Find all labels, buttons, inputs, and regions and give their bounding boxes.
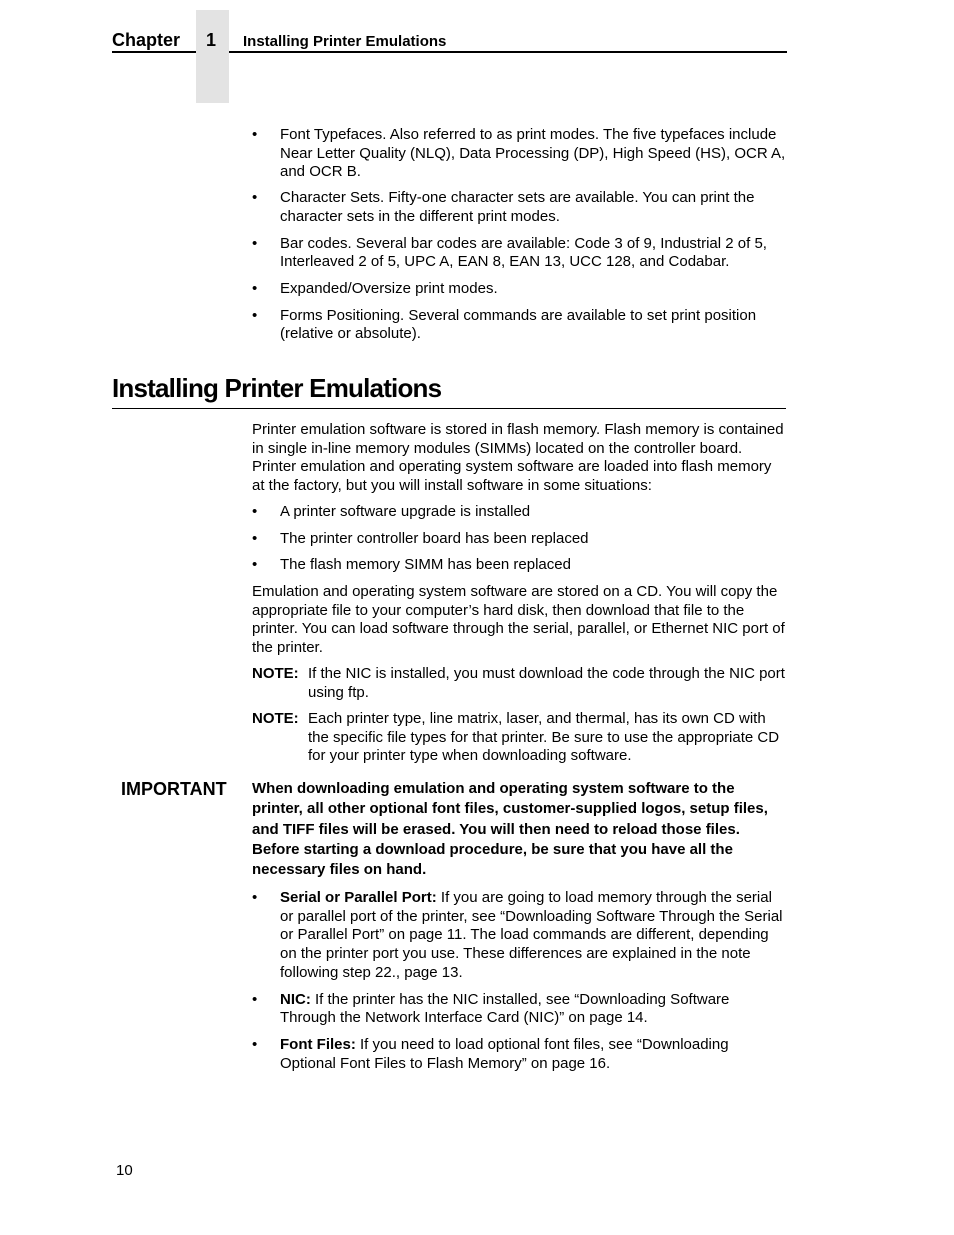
note-text: Each printer type, line matrix, laser, and thermal, has its own CD with the specific file types for that printer. Be sure to use the appropriate CD for your printer type when downloading software.	[308, 710, 780, 765]
chapter-tab	[196, 10, 229, 103]
situations-list	[252, 503, 788, 575]
list-item: • Forms Positioning. Several commands are available to set print position (relative or absolute).	[252, 307, 788, 344]
list-item: • The flash memory SIMM has been replaced	[252, 556, 788, 575]
list-item: • A printer software upgrade is installed	[252, 503, 788, 522]
important-text: When downloading emulation and operating system software to the printer, all other optional font files, customer-supplied logos, setup files, and TIFF files will be erased. You will then need to reload those files. Before starting a download procedure, be sure that you have all the necessary files on hand.	[252, 780, 768, 879]
option-text: If you need to load optional font files, see “Downloading Optional Font Files to Flash Memory” on page 16.	[280, 1035, 729, 1072]
option-text: If you are going to load memory through the serial or parallel port of the printer, see “Downloading Software Through the Serial or Parallel Port” on page 11. The load commands are different, depending on the printer port you use. These differences are explained in the note following step 22., page 13.	[280, 889, 783, 981]
download-options-list	[252, 889, 788, 1073]
list-item	[252, 991, 788, 1028]
header-rule-left	[112, 51, 196, 53]
note-nic	[252, 665, 788, 702]
list-item: • Character Sets. Fifty-one character sets are available. You can print the character sets in the different print modes.	[252, 189, 788, 226]
note-text: If the NIC is installed, you must download the code through the NIC port using ftp.	[308, 665, 785, 701]
list-item	[252, 1036, 788, 1073]
section-heading: Installing Printer Emulations	[112, 373, 442, 403]
option-text: If the printer has the NIC installed, see “Downloading Software Through the Network Interface Card (NIC)” on page 14.	[280, 990, 730, 1027]
option-lead: Font Files:	[280, 1035, 356, 1053]
note-label: NOTE:	[252, 665, 299, 682]
note-cd	[252, 710, 788, 766]
chapter-label: Chapter	[112, 30, 181, 50]
note-label: NOTE:	[252, 710, 299, 727]
feature-list	[252, 126, 788, 344]
list-item: • The printer controller board has been replaced	[252, 530, 788, 549]
option-lead: NIC:	[280, 990, 311, 1008]
list-item: • Expanded/Oversize print modes.	[252, 280, 788, 299]
chapter-number: 1	[206, 30, 217, 50]
list-item	[252, 889, 788, 983]
running-header-title: Installing Printer Emulations	[243, 33, 447, 50]
important-label: IMPORTANT	[121, 779, 227, 799]
option-lead: Serial or Parallel Port:	[280, 889, 437, 906]
page-number: 10	[116, 1162, 133, 1179]
list-item: • Font Typefaces. Also referred to as print modes. The five typefaces include Near Letter Quality (NLQ), Data Processing (DP), High Speed (HS), OCR A, and OCR B.	[252, 126, 788, 182]
header-rule-right	[229, 51, 787, 53]
list-item: • Bar codes. Several bar codes are available: Code 3 of 9, Industrial 2 of 5, Interleaved 2 of 5, UPC A, EAN 8, EAN 13, UCC 128, and Codabar.	[252, 235, 788, 272]
section-rule	[112, 408, 786, 409]
cd-paragraph: Emulation and operating system software are stored on a CD. You will copy the appropriate file to your computer’s hard disk, then download that file to the printer. You can load software through the serial, parallel, or Ethernet NIC port of the printer.	[252, 583, 785, 657]
intro-paragraph: Printer emulation software is stored in flash memory. Flash memory is contained in single in-line memory modules (SIMMs) located on the controller board. Printer emulation and operating system software are loaded into flash memory at the factory, but you will install software in some situations:	[252, 421, 784, 495]
